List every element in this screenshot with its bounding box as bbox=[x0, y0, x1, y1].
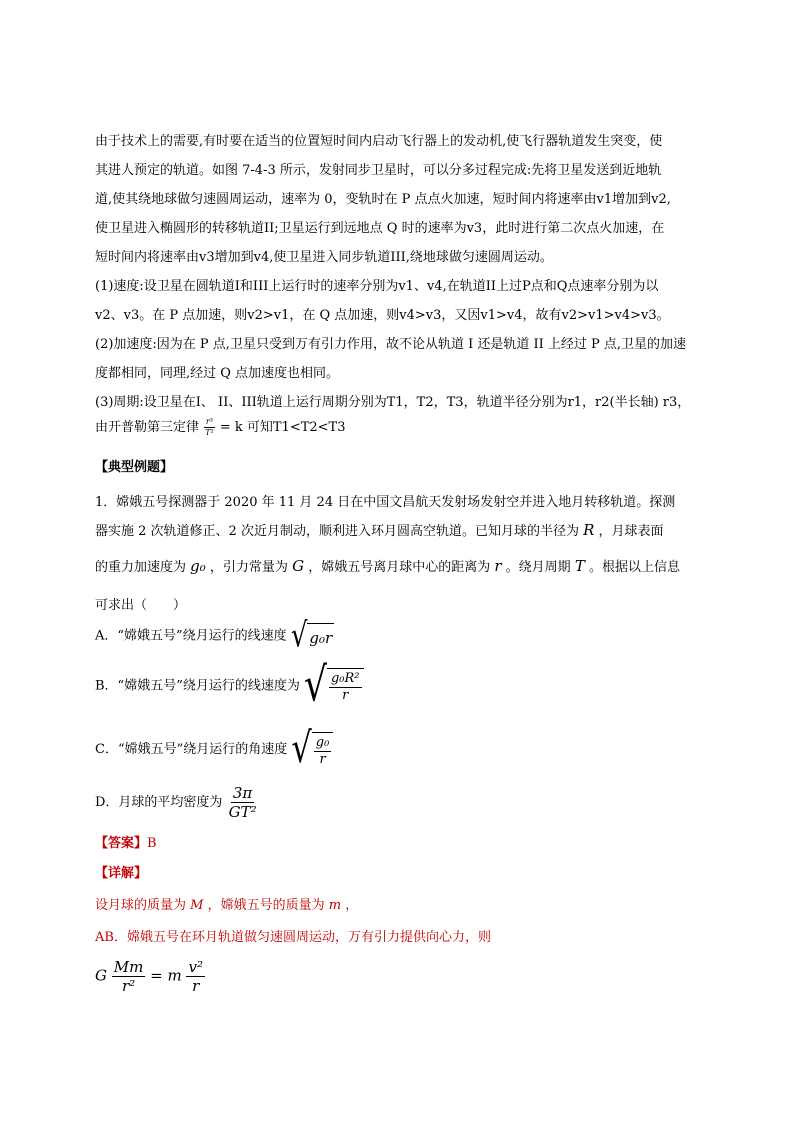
question-line-c bbox=[95, 556, 680, 575]
detail-text-1-mid: ，嫦娥五号的质量为 bbox=[207, 898, 325, 913]
point-2-line-a: (2)加速度:因为在 P 点,卫星只受到万有引力作用，故不论从轨道 I 还是轨道 II 上经过 P 点,卫星的加速 bbox=[95, 337, 687, 352]
detail-text-1-post: ， bbox=[345, 898, 359, 913]
point-2-line-b: 度都相同，同理,经过 Q 点加速度也相同。 bbox=[95, 366, 340, 381]
question-text-c-pre: 的重力加速度为 bbox=[95, 560, 187, 575]
kepler-fraction-den: T² bbox=[205, 428, 214, 437]
answer-label: 【答案】 bbox=[95, 836, 148, 851]
answer-value: B bbox=[147, 836, 157, 851]
symbol-T: T bbox=[574, 557, 585, 575]
option-b bbox=[95, 658, 364, 712]
question-line-b bbox=[95, 520, 664, 539]
point-1-line-a: (1)速度:设卫星在圆轨道I和III上运行时的速率分别为v1、v4,在轨道II上过P点和Q点速率分别为以 bbox=[95, 279, 659, 294]
option-c-radicand bbox=[312, 732, 334, 767]
gravity-equation bbox=[95, 958, 205, 995]
eq-fraction-1 bbox=[112, 958, 146, 995]
option-b-sqrt bbox=[304, 658, 364, 712]
eq-den-1: r² bbox=[121, 977, 136, 995]
option-a-sqrt bbox=[290, 616, 334, 656]
section-title: 【典型例题】 bbox=[95, 460, 174, 475]
symbol-R: R bbox=[583, 521, 595, 539]
option-c bbox=[95, 722, 333, 773]
detail-line-2: AB．嫦娥五号在环月轨道做匀速圆周运动，万有引力提供向心力，则 bbox=[95, 930, 491, 945]
question-line-d: 可求出（ ） bbox=[95, 598, 187, 613]
option-d-text: D．月球的平均密度为 bbox=[95, 795, 223, 810]
point-3-line-a: (3)周期:设卫星在I、 II、III轨道上运行周期分别为T1，T2，T3，轨道半径分别为r1，r2(半长轴) r3， bbox=[95, 395, 691, 410]
option-d bbox=[95, 784, 259, 821]
option-c-text: C．“嫦娥五号”绕月运行的角速度 bbox=[95, 742, 288, 758]
option-a-radicand: g₀r bbox=[307, 623, 334, 649]
option-a bbox=[95, 616, 334, 656]
question-text-b: 器实施 2 次轨道修正、2 次近月制动，顺利进入环月圆高空轨道。已知月球的半径为 bbox=[95, 524, 579, 539]
option-b-num: g₀R² bbox=[330, 671, 360, 687]
intro-line-4: 使卫星进入椭圆形的转移轨道II;卫星运行到远地点 Q 时的速率为v3，此时进行第二次点火加速，在 bbox=[95, 221, 665, 236]
question-text-c-mid2: ，嫦娥五号离月球中心的距离为 bbox=[308, 560, 491, 575]
option-d-num: 3π bbox=[232, 784, 253, 802]
option-d-fraction bbox=[227, 784, 259, 821]
sqrt-symbol: √ bbox=[291, 722, 312, 773]
eq-equals: = m bbox=[150, 966, 182, 985]
detail-text-1-pre: 设月球的质量为 bbox=[95, 898, 187, 913]
intro-line-2: 其进人预定的轨道。如图 7-4-3 所示，发射同步卫星时，可以分多过程完成:先将卫星发送到近地轨 bbox=[95, 163, 662, 178]
option-a-text: A．“嫦娥五号”绕月运行的线速度 bbox=[95, 628, 287, 644]
kepler-fraction bbox=[203, 417, 216, 437]
question-line-a: 1．嫦娥五号探测器于 2020 年 11 月 24 日在中国文昌航天发射场发射空并进入地月转移轨道。探测 bbox=[95, 495, 676, 510]
eq-G: G bbox=[95, 966, 107, 985]
option-d-den: GT² bbox=[228, 803, 257, 821]
option-b-den: r bbox=[342, 688, 349, 703]
symbol-m: m bbox=[328, 898, 342, 913]
option-c-fraction bbox=[314, 735, 332, 767]
sqrt-symbol: √ bbox=[304, 658, 327, 712]
option-c-den: r bbox=[319, 751, 326, 767]
eq-den-2: r bbox=[192, 977, 200, 995]
intro-line-1: 由于技术上的需要,有时要在适当的位置短时间内启动飞行器上的发动机,使飞行器轨道发生突变，使 bbox=[95, 134, 663, 149]
eq-fraction-2 bbox=[186, 958, 205, 995]
question-text-c-mid3: 。绕月周期 bbox=[505, 560, 571, 575]
option-b-text: B．“嫦娥五号”绕月运行的线速度为 bbox=[95, 678, 300, 694]
option-c-num: g₀ bbox=[315, 735, 330, 750]
option-b-radicand bbox=[327, 668, 364, 704]
question-text-c-mid1: ，引力常量为 bbox=[209, 560, 288, 575]
detail-line-1 bbox=[95, 894, 358, 913]
option-b-fraction bbox=[329, 671, 362, 703]
question-text-c-post: 。根据以上信息 bbox=[588, 560, 680, 575]
intro-line-3: 道,使其绕地球做匀速圆周运动，速率为 0，变轨时在 P 点点火加速，短时间内将速率由v1增加到v2, bbox=[95, 192, 671, 207]
detail-label: 【详解】 bbox=[95, 866, 148, 881]
kepler-fraction-num: r³ bbox=[205, 417, 213, 427]
eq-num-1: Mm bbox=[113, 958, 144, 976]
option-c-sqrt bbox=[291, 722, 333, 773]
symbol-g0: g₀ bbox=[190, 557, 206, 575]
intro-line-5: 短时间内将速率由v3增加到v4,使卫星进入同步轨道III,绕地球做匀速圆周运动。 bbox=[95, 250, 553, 265]
point-1-line-b: v2、v3。在 P 点加速，则v2>v1，在 Q 点加速，则v4>v3，又因v1>v4，故有v2>v1>v4>v3。 bbox=[95, 308, 670, 323]
eq-num-2: v² bbox=[188, 958, 203, 976]
symbol-G: G bbox=[292, 557, 305, 575]
sqrt-symbol: √ bbox=[290, 616, 308, 656]
kepler-text-post: = k 可知T1<T2<T3 bbox=[219, 420, 346, 435]
kepler-text-pre: 由开普勒第三定律 bbox=[95, 420, 200, 435]
symbol-M: M bbox=[190, 898, 204, 913]
symbol-r: r bbox=[494, 557, 502, 575]
question-text-b-post: ，月球表面 bbox=[598, 524, 664, 539]
point-3-line-b bbox=[95, 416, 346, 438]
answer-line bbox=[95, 832, 157, 851]
